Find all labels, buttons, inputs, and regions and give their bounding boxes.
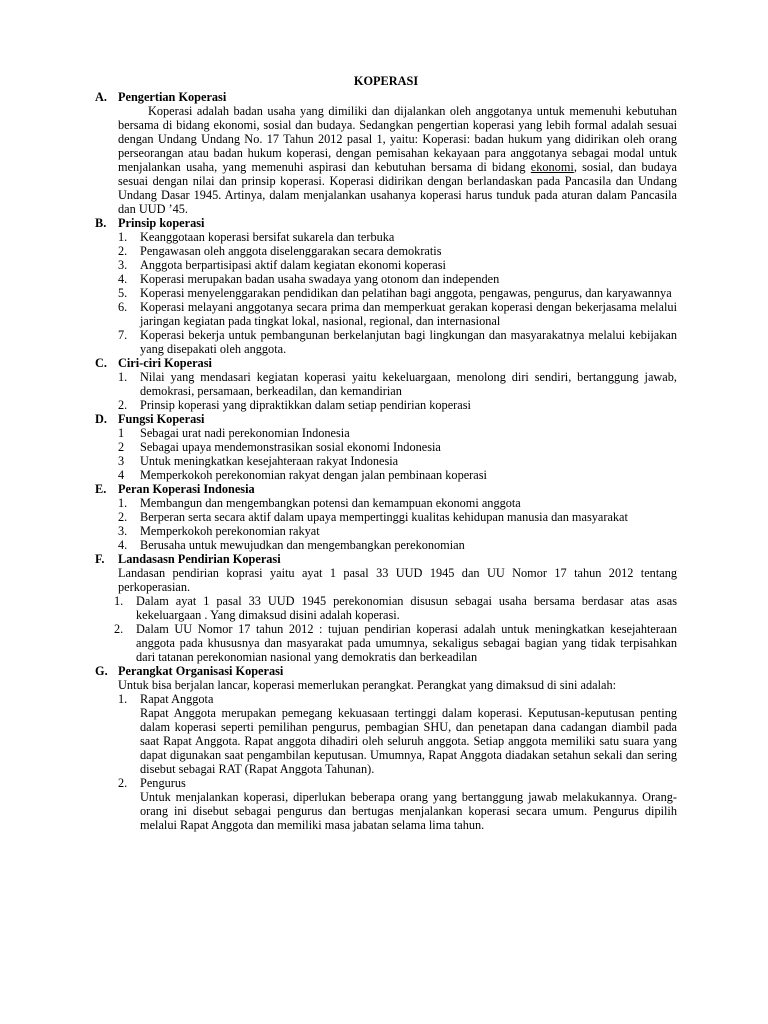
section-f-intro: Landasan pendirian koprasi yaitu ayat 1 pasal 33 UUD 1945 dan UU Nomor 17 tahun 2012 tentang perkoperasian.: [118, 566, 677, 594]
list-item: [95, 328, 677, 356]
list-number: 5.: [118, 286, 128, 300]
list-text: Anggota berpartisipasi aktif dalam kegiatan ekonomi koperasi: [140, 258, 446, 272]
list-text: Berperan serta secara aktif dalam upaya mempertinggi kualitas kehidupan manusia dan masyarakat: [140, 510, 628, 524]
list-number: 2.: [114, 622, 124, 636]
list-item: [95, 538, 677, 552]
document-title: KOPERASI: [353, 74, 419, 88]
section-e-heading: [95, 482, 677, 496]
list-text: Dalam UU Nomor 17 tahun 2012 : tujuan pendirian koperasi adalah untuk meningkatkan kesejahteraan anggota pada khususnya dan masyarakat pada umumnya, sekaligus sebagai bagian yang tidak terpisahkan dari tatanan perekonomian nasional yang demokratis dan berkeadilan: [136, 622, 677, 664]
list-number: 6.: [118, 300, 128, 314]
section-c-title: Ciri-ciri Koperasi: [118, 356, 212, 370]
ciri-list: [95, 370, 677, 412]
section-g-title: Perangkat Organisasi Koperasi: [118, 664, 284, 678]
paragraph-text: Koperasi adalah badan usaha yang dimiliki dan dijalankan oleh anggotanya untuk memenuhi kebutuhan bersama di bidang ekonomi, sosial dan budaya. Sedangkan pengertian koperasi yang lebih formal adalah sesuai dengan Undang Undang No. 17 Tahun 2012 pasal 1, yaitu: Koperasi: badan hukum yang didirikan oleh orang perseorangan atau badan hukum koperasi, dengan pemisahan kekayaan para anggotanya sebagai modal untuk menjalankan usaha, yang memenuhi aspirasi dan kebutuhan bersama di bidang: [118, 104, 677, 174]
section-e-title: Peran Koperasi Indonesia: [118, 482, 255, 496]
section-a-title: Pengertian Koperasi: [118, 90, 227, 104]
list-item: [95, 496, 677, 510]
list-item: [95, 272, 677, 286]
list-number: 2.: [118, 244, 128, 258]
section-c-heading: [95, 356, 677, 370]
list-item: [95, 230, 677, 244]
list-item: [95, 398, 677, 412]
list-text: Koperasi melayani anggotanya secara prima dan memperkuat gerakan koperasi dengan bekerjasama melalui jaringan kegiatan pada tingkat lokal, nasional, regional, dan internasional: [140, 300, 677, 328]
list-item: [95, 244, 677, 258]
list-text: Berusaha untuk mewujudkan dan mengembangkan perekonomian: [140, 538, 465, 552]
list-number: 1.: [118, 230, 128, 244]
list-item: [95, 426, 677, 440]
list-item: [95, 286, 677, 300]
section-g-body: [95, 678, 677, 692]
list-item: [95, 776, 677, 790]
list-text: Memperkokoh perekonomian rakyat: [140, 524, 320, 538]
list-number: 7.: [118, 328, 128, 342]
list-item: [95, 300, 677, 328]
list-text: Membangun dan mengembangkan potensi dan kemampuan ekonomi anggota: [140, 496, 521, 510]
list-label: Pengurus: [140, 776, 186, 790]
document-content: [95, 74, 677, 832]
list-text: Keanggotaan koperasi bersifat sukarela dan terbuka: [140, 230, 395, 244]
list-item-description: [95, 706, 677, 776]
list-text: Memperkokoh perekonomian rakyat dengan jalan pembinaan koperasi: [140, 468, 487, 482]
list-number: 2.: [118, 510, 128, 524]
section-b-letter: B.: [95, 216, 107, 230]
section-f-title: Landasasn Pendirian Koperasi: [118, 552, 281, 566]
section-b-heading: [95, 216, 677, 230]
section-a-body: [95, 104, 677, 216]
section-d-title: Fungsi Koperasi: [118, 412, 205, 426]
list-item: [95, 594, 677, 622]
list-item: [95, 440, 677, 454]
list-label: Rapat Anggota: [140, 692, 214, 706]
list-item: [95, 622, 677, 664]
section-g-intro: Untuk bisa berjalan lancar, koperasi memerlukan perangkat. Perangkat yang dimaksud di sini adalah:: [118, 678, 617, 692]
landasan-list: [95, 594, 677, 664]
section-f-letter: F.: [95, 552, 105, 566]
list-number: 2.: [118, 776, 128, 790]
list-item-description: [95, 790, 677, 832]
section-a-heading: [95, 90, 677, 104]
list-item: [95, 370, 677, 398]
list-number: 1.: [118, 370, 128, 384]
list-number: 3: [118, 454, 125, 468]
description-text: Untuk menjalankan koperasi, diperlukan beberapa orang yang bertanggung jawab melakukannya. Orang-orang ini disebut sebagai pengurus dan bertugas menjalankan koperasi secara umum. Pengurus dipilih melalui Rapat Anggota dan memiliki masa jabatan selama lima tahun.: [140, 790, 677, 832]
list-text: Dalam ayat 1 pasal 33 UUD 1945 perekonomian disusun sebagai usaha bersama berdasar atas asas kekeluargaan . Yang dimaksud disini adalah koperasi.: [136, 594, 677, 622]
list-item: [95, 510, 677, 524]
list-text: Koperasi menyelenggarakan pendidikan dan pelatihan bagi anggota, pengawas, pengurus, dan karyawannya: [140, 286, 672, 300]
section-g-heading: [95, 664, 677, 678]
list-item: [95, 258, 677, 272]
section-d-letter: D.: [95, 412, 107, 426]
section-g-letter: G.: [95, 664, 108, 678]
list-number: 2: [118, 440, 125, 454]
fungsi-list: [95, 426, 677, 482]
section-e-letter: E.: [95, 482, 107, 496]
section-b-title: Prinsip koperasi: [118, 216, 205, 230]
section-d-heading: [95, 412, 677, 426]
list-item: [95, 468, 677, 482]
list-text: Sebagai urat nadi perekonomian Indonesia: [140, 426, 350, 440]
list-number: 3.: [118, 524, 128, 538]
section-c-letter: C.: [95, 356, 107, 370]
list-text: Pengawasan oleh anggota diselenggarakan secara demokratis: [140, 244, 442, 258]
list-number: 3.: [118, 258, 128, 272]
list-number: 4.: [118, 272, 128, 286]
list-item: [95, 524, 677, 538]
perangkat-list: [95, 692, 677, 832]
description-text: Rapat Anggota merupakan pemegang kekuasaan tertinggi dalam koperasi. Keputusan-keputusan penting dalam koperasi seperti pemilihan pengurus, pembagian SHU, dan penetapan dana cadangan diambil pada saat Rapat Anggota. Rapat anggota dihadiri oleh seluruh anggota. Setiap anggota memiliki satu suara yang dapat digunakan saat pengambilan keputusan. Umumnya, Rapat Anggota diadakan setahun sekali dan sering disebut sebagai RAT (Rapat Anggota Tahunan).: [140, 706, 677, 776]
peran-list: [95, 496, 677, 552]
list-item: [95, 692, 677, 706]
list-number: 1.: [118, 692, 128, 706]
list-item: [95, 454, 677, 468]
list-text: Koperasi bekerja untuk pembangunan berkelanjutan bagi lingkungan dan masyarakatnya melalui kebijakan yang disepakati oleh anggota.: [140, 328, 677, 356]
list-text: Untuk meningkatkan kesejahteraan rakyat Indonesia: [140, 454, 399, 468]
prinsip-list: [95, 230, 677, 356]
list-number: 4.: [118, 538, 128, 552]
list-text: Koperasi merupakan badan usaha swadaya yang otonom dan independen: [140, 272, 500, 286]
paragraph-text-continued: , sosial, dan budaya sesuai dengan nilai dan prinsip koperasi. Koperasi didirikan dengan berlandaskan pada Pancasila dan Undang Undang Dasar 1945. Artinya, dalam menjalankan usahanya koperasi harus tunduk pada aturan dalam Pancasila dan UUD ’45.: [118, 160, 677, 216]
list-number: 1: [118, 426, 125, 440]
list-number: 1.: [114, 594, 124, 608]
section-f-heading: [95, 552, 677, 566]
list-text: Nilai yang mendasari kegiatan koperasi yaitu kekeluargaan, menolong diri sendiri, bertanggung jawab, demokrasi, persamaan, berkeadilan, dan kemandirian: [140, 370, 677, 398]
list-number: 4: [118, 468, 125, 482]
list-text: Prinsip koperasi yang dipraktikkan dalam setiap pendirian koperasi: [140, 398, 471, 412]
ekonomi-link[interactable]: ekonomi: [530, 160, 574, 174]
section-a-letter: A.: [95, 90, 107, 104]
section-a-paragraph: [118, 104, 677, 216]
list-number: 2.: [118, 398, 128, 412]
list-text: Sebagai upaya mendemonstrasikan sosial ekonomi Indonesia: [140, 440, 441, 454]
list-number: 1.: [118, 496, 128, 510]
section-f-body: [95, 566, 677, 594]
